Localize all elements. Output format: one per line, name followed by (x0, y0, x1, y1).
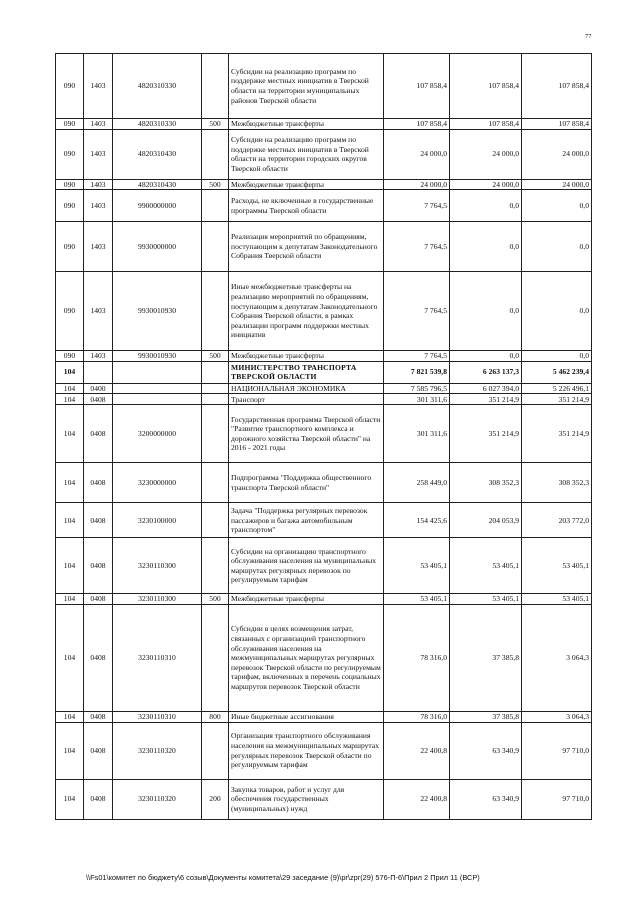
ministry-code-cell: 104 (56, 361, 84, 383)
ministry-code-cell: 090 (56, 54, 84, 119)
section-code-cell: 1403 (84, 351, 113, 362)
ministry-code-cell: 104 (56, 405, 84, 463)
amount-year2-cell: 0,0 (450, 222, 522, 272)
item-name-cell: Подпрограмма "Поддержка общественного транспорта Тверской области" (229, 463, 384, 503)
item-name-cell: Транспорт (229, 394, 384, 405)
amount-year2-cell: 24 000,0 (450, 179, 522, 190)
target-article-cell: 9930000000 (113, 222, 202, 272)
amount-year2-cell: 53 405,1 (450, 538, 522, 594)
section-code-cell: 0408 (84, 594, 113, 605)
table-row (56, 119, 592, 130)
amount-year2-cell: 107 858,4 (450, 119, 522, 130)
item-name-cell: Расходы, не включенные в государственные программы Тверской области (229, 190, 384, 222)
amount-year3-cell: 24 000,0 (522, 179, 592, 190)
table-row (56, 779, 592, 819)
expense-type-cell: 500 (202, 119, 229, 130)
amount-year1-cell: 258 449,0 (384, 463, 450, 503)
amount-year3-cell: 0,0 (522, 272, 592, 351)
expense-type-cell (202, 272, 229, 351)
ministry-code-cell: 090 (56, 222, 84, 272)
table-row (56, 538, 592, 594)
amount-year3-cell: 3 064,3 (522, 711, 592, 722)
section-code-cell (84, 361, 113, 383)
amount-year3-cell: 351 214,9 (522, 405, 592, 463)
item-name-cell: Задача "Поддержка регулярных перевозок пассажиров и багажа автомобильным транспортом" (229, 503, 384, 538)
target-article-cell (113, 383, 202, 394)
expense-type-cell (202, 190, 229, 222)
section-code-cell: 0400 (84, 383, 113, 394)
expense-type-cell: 200 (202, 779, 229, 819)
section-code-cell: 0408 (84, 779, 113, 819)
target-article-cell: 3230110310 (113, 711, 202, 722)
section-code-cell: 0408 (84, 538, 113, 594)
amount-year1-cell: 78 316,0 (384, 604, 450, 711)
ministry-code-cell: 104 (56, 394, 84, 405)
amount-year2-cell: 308 352,3 (450, 463, 522, 503)
item-name-cell: Межбюджетные трансферты (229, 351, 384, 362)
table-row (56, 594, 592, 605)
expense-type-cell: 500 (202, 594, 229, 605)
ministry-code-cell: 104 (56, 604, 84, 711)
target-article-cell: 9900000000 (113, 190, 202, 222)
budget-table (55, 53, 592, 820)
item-name-cell: Иные межбюджетные трансферты на реализацию мероприятий по обращениям, поступающим к депутатам Законодательного Собрания Тверской области, в рамках реализации программ поддержки местных инициатив (229, 272, 384, 351)
target-article-cell: 3200000000 (113, 405, 202, 463)
amount-year1-cell: 7 764,5 (384, 272, 450, 351)
amount-year3-cell: 5 462 239,4 (522, 361, 592, 383)
table-row (56, 722, 592, 779)
amount-year3-cell: 107 858,4 (522, 119, 592, 130)
section-code-cell: 0408 (84, 604, 113, 711)
amount-year2-cell: 6 027 394,0 (450, 383, 522, 394)
section-code-cell: 0408 (84, 722, 113, 779)
item-name-cell: Иные бюджетные ассигнования (229, 711, 384, 722)
amount-year3-cell: 351 214,9 (522, 394, 592, 405)
amount-year1-cell: 53 405,1 (384, 594, 450, 605)
ministry-code-cell: 090 (56, 129, 84, 179)
table-row (56, 129, 592, 179)
item-name-cell: МИНИСТЕРСТВО ТРАНСПОРТА ТВЕРСКОЙ ОБЛАСТИ (229, 361, 384, 383)
amount-year1-cell: 301 311,6 (384, 394, 450, 405)
amount-year1-cell: 22 400,8 (384, 722, 450, 779)
table-row (56, 351, 592, 362)
expense-type-cell (202, 222, 229, 272)
item-name-cell: Межбюджетные трансферты (229, 179, 384, 190)
table-row (56, 604, 592, 711)
table-row (56, 711, 592, 722)
ministry-code-cell: 104 (56, 779, 84, 819)
amount-year2-cell: 63 340,9 (450, 722, 522, 779)
item-name-cell: Субсидии в целях возмещения затрат, связанных с организацией транспортного обслуживания населения на межмуниципальных маршрутах регулярных перевозок Тверской области по регулируемым тарифам, включенных в перечень социальных маршрутов перевозок Тверской области (229, 604, 384, 711)
amount-year3-cell: 97 710,0 (522, 779, 592, 819)
amount-year2-cell: 351 214,9 (450, 394, 522, 405)
target-article-cell (113, 394, 202, 405)
footer-file-path: \\Fs01\комитет по бюджету\6 созыв\Документы комитета\29 заседание (9)\pr\zpr(29) 576-П-6\Прил 2 Прил 11 (ВСР) (86, 873, 480, 882)
amount-year1-cell: 53 405,1 (384, 538, 450, 594)
amount-year3-cell: 308 352,3 (522, 463, 592, 503)
amount-year3-cell: 0,0 (522, 190, 592, 222)
target-article-cell: 3230110310 (113, 604, 202, 711)
section-code-cell: 1403 (84, 190, 113, 222)
amount-year3-cell: 24 000,0 (522, 129, 592, 179)
item-name-cell: Межбюджетные трансферты (229, 119, 384, 130)
amount-year1-cell: 107 858,4 (384, 119, 450, 130)
table-row (56, 405, 592, 463)
target-article-cell: 9930010930 (113, 351, 202, 362)
amount-year1-cell: 7 585 796,5 (384, 383, 450, 394)
expense-type-cell (202, 538, 229, 594)
amount-year3-cell: 53 405,1 (522, 538, 592, 594)
table-row (56, 54, 592, 119)
section-code-cell: 1403 (84, 54, 113, 119)
amount-year2-cell: 24 000,0 (450, 129, 522, 179)
target-article-cell: 9930010930 (113, 272, 202, 351)
ministry-code-cell: 090 (56, 190, 84, 222)
amount-year2-cell: 37 385,8 (450, 604, 522, 711)
ministry-code-cell: 090 (56, 272, 84, 351)
amount-year3-cell: 97 710,0 (522, 722, 592, 779)
expense-type-cell (202, 54, 229, 119)
item-name-cell: Субсидии на организацию транспортного обслуживания населения на муниципальных маршрутах регулярных перевозок по регулируемым тарифам (229, 538, 384, 594)
section-code-cell: 0408 (84, 503, 113, 538)
ministry-code-cell: 104 (56, 463, 84, 503)
amount-year2-cell: 0,0 (450, 190, 522, 222)
target-article-cell: 3230110300 (113, 538, 202, 594)
amount-year3-cell: 5 226 496,1 (522, 383, 592, 394)
amount-year3-cell: 53 405,1 (522, 594, 592, 605)
amount-year1-cell: 154 425,6 (384, 503, 450, 538)
target-article-cell (113, 361, 202, 383)
expense-type-cell (202, 463, 229, 503)
expense-type-cell: 500 (202, 351, 229, 362)
target-article-cell: 3230000000 (113, 463, 202, 503)
amount-year3-cell: 3 064,3 (522, 604, 592, 711)
ministry-code-cell: 090 (56, 351, 84, 362)
page-number: 77 (585, 33, 592, 40)
target-article-cell: 3230110300 (113, 594, 202, 605)
item-name-cell: Субсидии на реализацию программ по поддержке местных инициатив в Тверской области на территории муниципальных районов Тверской области (229, 54, 384, 119)
table-row (56, 361, 592, 383)
amount-year1-cell: 22 400,8 (384, 779, 450, 819)
item-name-cell: Субсидии на реализацию программ по поддержке местных инициатив в Тверской области на территории городских округов Тверской области (229, 129, 384, 179)
amount-year1-cell: 7 821 539,8 (384, 361, 450, 383)
target-article-cell: 3230110320 (113, 722, 202, 779)
expense-type-cell (202, 722, 229, 779)
section-code-cell: 1403 (84, 222, 113, 272)
ministry-code-cell: 090 (56, 179, 84, 190)
table-row (56, 503, 592, 538)
amount-year2-cell: 53 405,1 (450, 594, 522, 605)
table-row (56, 190, 592, 222)
table-row (56, 222, 592, 272)
expense-type-cell (202, 405, 229, 463)
section-code-cell: 0408 (84, 711, 113, 722)
amount-year1-cell: 24 000,0 (384, 179, 450, 190)
expense-type-cell: 500 (202, 179, 229, 190)
expense-type-cell (202, 503, 229, 538)
target-article-cell: 4820310330 (113, 54, 202, 119)
amount-year1-cell: 7 764,5 (384, 222, 450, 272)
item-name-cell: Закупка товаров, работ и услуг для обеспечения государственных (муниципальных) нужд (229, 779, 384, 819)
expense-type-cell (202, 129, 229, 179)
amount-year3-cell: 0,0 (522, 351, 592, 362)
ministry-code-cell: 104 (56, 383, 84, 394)
ministry-code-cell: 104 (56, 722, 84, 779)
amount-year1-cell: 24 000,0 (384, 129, 450, 179)
amount-year1-cell: 107 858,4 (384, 54, 450, 119)
expense-type-cell (202, 394, 229, 405)
amount-year3-cell: 0,0 (522, 222, 592, 272)
section-code-cell: 1403 (84, 119, 113, 130)
amount-year1-cell: 7 764,5 (384, 190, 450, 222)
item-name-cell: Реализация мероприятий по обращениям, поступающим к депутатам Законодательного Собрания Тверской области (229, 222, 384, 272)
expense-type-cell (202, 383, 229, 394)
amount-year2-cell: 63 340,9 (450, 779, 522, 819)
target-article-cell: 4820310430 (113, 179, 202, 190)
section-code-cell: 0408 (84, 463, 113, 503)
expense-type-cell (202, 604, 229, 711)
amount-year3-cell: 203 772,0 (522, 503, 592, 538)
item-name-cell: Организация транспортного обслуживания населения на межмуниципальных маршрутах регулярных перевозок Тверской области по регулируемым тарифам (229, 722, 384, 779)
section-code-cell: 0408 (84, 405, 113, 463)
ministry-code-cell: 104 (56, 711, 84, 722)
amount-year1-cell: 78 316,0 (384, 711, 450, 722)
section-code-cell: 1403 (84, 272, 113, 351)
amount-year2-cell: 107 858,4 (450, 54, 522, 119)
item-name-cell: Государственная программа Тверской области "Развитие транспортного комплекса и дорожного хозяйства Тверской области" на 2016 - 2021 годы (229, 405, 384, 463)
section-code-cell: 0408 (84, 394, 113, 405)
ministry-code-cell: 104 (56, 594, 84, 605)
target-article-cell: 4820310430 (113, 129, 202, 179)
table-row (56, 272, 592, 351)
expense-type-cell: 800 (202, 711, 229, 722)
section-code-cell: 1403 (84, 179, 113, 190)
table-row (56, 394, 592, 405)
amount-year1-cell: 301 311,6 (384, 405, 450, 463)
target-article-cell: 3230110320 (113, 779, 202, 819)
table-row (56, 463, 592, 503)
amount-year2-cell: 204 053,9 (450, 503, 522, 538)
amount-year3-cell: 107 858,4 (522, 54, 592, 119)
item-name-cell: НАЦИОНАЛЬНАЯ ЭКОНОМИКА (229, 383, 384, 394)
amount-year2-cell: 0,0 (450, 351, 522, 362)
amount-year2-cell: 37 385,8 (450, 711, 522, 722)
amount-year2-cell: 351 214,9 (450, 405, 522, 463)
table-row (56, 179, 592, 190)
expense-type-cell (202, 361, 229, 383)
item-name-cell: Межбюджетные трансферты (229, 594, 384, 605)
section-code-cell: 1403 (84, 129, 113, 179)
target-article-cell: 4820310330 (113, 119, 202, 130)
ministry-code-cell: 104 (56, 538, 84, 594)
table-row (56, 383, 592, 394)
ministry-code-cell: 104 (56, 503, 84, 538)
amount-year2-cell: 6 263 137,3 (450, 361, 522, 383)
target-article-cell: 3230100000 (113, 503, 202, 538)
amount-year2-cell: 0,0 (450, 272, 522, 351)
amount-year1-cell: 7 764,5 (384, 351, 450, 362)
ministry-code-cell: 090 (56, 119, 84, 130)
